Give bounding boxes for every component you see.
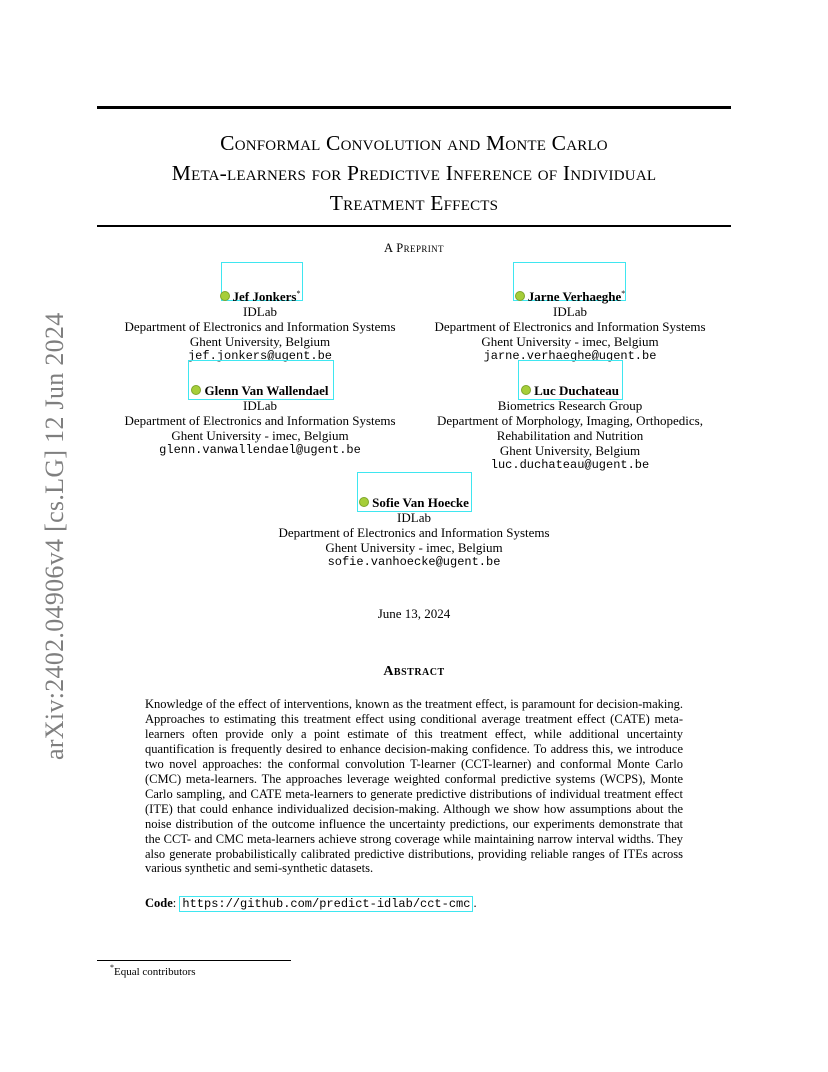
- footnote-text: Equal contributors: [114, 966, 196, 978]
- orcid-icon[interactable]: [191, 385, 201, 395]
- preprint-label: A Preprint: [384, 241, 444, 255]
- author-jef-jonkers: [110, 286, 410, 364]
- footnote-rule: [97, 960, 291, 961]
- title-bottom-rule: [97, 225, 731, 227]
- author-dept: Department of Electronics and Information Systems: [124, 413, 396, 428]
- publication-date: June 13, 2024: [377, 606, 451, 621]
- author-dept: Department of Electronics and Information Systems: [278, 525, 550, 540]
- author-dept: Department of Morphology, Imaging, Orthopedics,: [437, 413, 703, 428]
- author-univ: Ghent University - imec, Belgium: [325, 540, 503, 555]
- author-dept: Department of Electronics and Information Systems: [124, 319, 396, 334]
- title-line: Treatment Effects: [329, 191, 499, 215]
- code-line: Code: https://github.com/predict-idlab/cct-cmc .: [145, 896, 477, 911]
- author-lab: IDLab: [397, 510, 431, 525]
- footnote-marker[interactable]: *: [296, 289, 301, 298]
- abstract-text: Knowledge of the effect of interventions, known as the treatment effect, is paramount for decision-making. Approaches to estimating this treatment effect using conditional average treatment effect (CATE) meta-learners often provide only a point estimate of this treatment effect, while additional uncertainty quantification is frequently desired to enhance decision-making confidence. To address this, we introduce two novel approaches: the conformal convolution T-learner (CCT-learner) and conformal Monte Carlo (CMC) meta-learners. The approaches leverage weighted conformal predictive systems (WCPS), Monte Carlo sampling, and CATE meta-learners to generate predictive distributions of individual treatment effect (ITE) that could enhance individualized decision-making. Although we show how assumptions about the noise distribution of the outcome influence the uncertainty predictions, our experiments demonstrate that the CCT- and CMC meta-learners achieve strong coverage while maintaining narrow interval widths. They also generate probabilistically calibrated predictive distributions, providing reliable ranges of ITEs across various synthetic and semi-synthetic datasets.: [145, 697, 683, 876]
- footnote: [110, 963, 196, 978]
- author-dept: Department of Electronics and Information Systems: [434, 319, 706, 334]
- author-lab: IDLab: [243, 398, 277, 413]
- orcid-icon[interactable]: [521, 385, 531, 395]
- title-line: Meta-learners for Predictive Inference of Individual: [171, 161, 657, 185]
- orcid-icon[interactable]: [220, 291, 230, 301]
- author-lab: IDLab: [553, 304, 587, 319]
- paper-title: [97, 128, 731, 218]
- author-email[interactable]: jarne.verhaeghe@ugent.be: [483, 349, 657, 363]
- code-label: Code: [145, 896, 173, 910]
- author-name[interactable]: Luc Duchateau: [534, 383, 619, 398]
- code-url-link[interactable]: https://github.com/predict-idlab/cct-cmc: [179, 896, 473, 912]
- author-univ: Ghent University - imec, Belgium: [481, 334, 659, 349]
- author-lab: Biometrics Research Group: [497, 398, 643, 413]
- arxiv-stamp[interactable]: arXiv:2402.04906v4 [cs.LG] 12 Jun 2024: [40, 312, 69, 760]
- author-name[interactable]: Jarne Verhaeghe: [527, 289, 622, 304]
- author-univ: Ghent University - imec, Belgium: [171, 428, 349, 443]
- author-email[interactable]: luc.duchateau@ugent.be: [490, 458, 650, 472]
- author-univ: Ghent University, Belgium: [499, 443, 641, 458]
- author-glenn-van-wallendael: [110, 383, 410, 458]
- orcid-icon[interactable]: [359, 497, 369, 507]
- title-line: Conformal Convolution and Monte Carlo: [220, 131, 608, 155]
- author-name[interactable]: Glenn Van Wallendael: [204, 383, 329, 398]
- footnote-mark: *: [110, 963, 114, 972]
- author-email[interactable]: jef.jonkers@ugent.be: [187, 349, 333, 363]
- abstract-heading: Abstract: [383, 664, 445, 679]
- author-name[interactable]: Sofie Van Hoecke: [372, 495, 469, 510]
- author-univ: Ghent University, Belgium: [189, 334, 331, 349]
- author-lab: IDLab: [243, 304, 277, 319]
- author-jarne-verhaeghe: [420, 286, 720, 364]
- author-name[interactable]: Jef Jonkers: [232, 289, 297, 304]
- author-dept-cont: Rehabilitation and Nutrition: [496, 428, 644, 443]
- author-email[interactable]: sofie.vanhoecke@ugent.be: [327, 555, 501, 569]
- orcid-icon[interactable]: [515, 291, 525, 301]
- author-luc-duchateau: [420, 383, 720, 473]
- author-sofie-van-hoecke: [264, 495, 564, 570]
- title-top-rule: [97, 106, 731, 109]
- author-email[interactable]: glenn.vanwallendael@ugent.be: [159, 443, 361, 457]
- footnote-marker[interactable]: *: [621, 289, 626, 298]
